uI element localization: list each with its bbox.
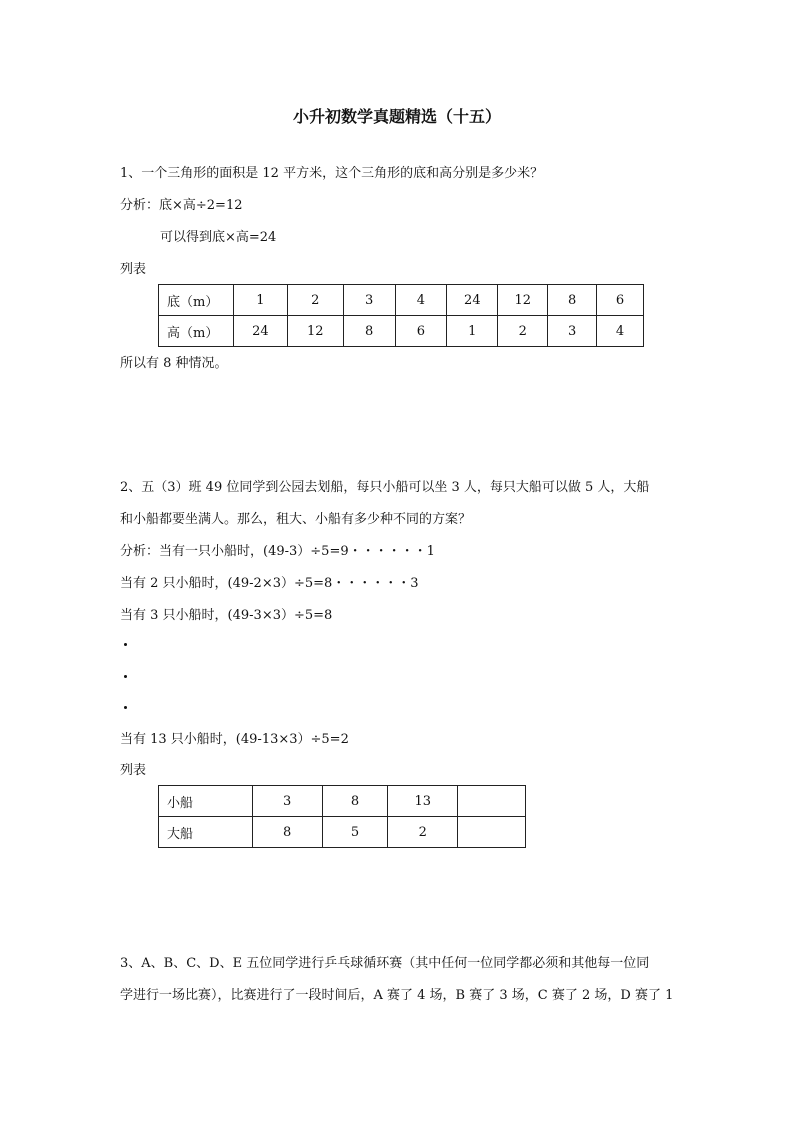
table-cell: 13	[388, 786, 458, 817]
row-header-height: 高（m）	[159, 316, 234, 347]
table-row	[159, 316, 644, 347]
table-cell: 8	[548, 285, 597, 316]
table-cell: 3	[343, 285, 395, 316]
table-cell: 2	[388, 817, 458, 848]
q3-line2: 学进行一场比赛），比赛进行了一段时间后，A 赛了 4 场，B 赛了 3 场，C 赛了 2 场，D 赛了 1	[120, 988, 674, 1003]
q1-question: 1、一个三角形的面积是 12 平方米，这个三角形的底和高分别是多少米？	[120, 166, 544, 181]
table-cell: 5	[322, 817, 388, 848]
q2-analysis-1: 分析：当有一只小船时，(49-3）÷5=9・・・・・・1	[120, 544, 435, 559]
q1-conclusion: 所以有 8 种情况。	[120, 356, 228, 371]
table-cell: 6	[597, 285, 644, 316]
table-cell: 2	[287, 285, 343, 316]
q2-analysis-2: 当有 2 只小船时，(49-2×3）÷5=8・・・・・・3	[120, 576, 419, 591]
table-cell: 6	[395, 316, 447, 347]
row-header-big-boat: 大船	[159, 817, 253, 848]
q1-analysis: 分析：底×高÷2=12	[120, 198, 243, 213]
ellipsis-dot	[124, 643, 127, 646]
table-cell: 2	[498, 316, 548, 347]
q1-list-label: 列表	[120, 262, 147, 277]
table-cell: 8	[322, 786, 388, 817]
q2-question-line2: 和小船都要坐满人。那么，租大、小船有多少种不同的方案？	[120, 512, 472, 527]
table-row	[159, 285, 644, 316]
table-cell: 24	[233, 316, 287, 347]
table-cell: 1	[233, 285, 287, 316]
table-cell: 24	[447, 285, 498, 316]
table-row	[159, 817, 526, 848]
table-cell: 3	[252, 786, 322, 817]
q2-analysis-4: 当有 13 只小船时，(49-13×3）÷5=2	[120, 732, 349, 747]
table-row	[159, 786, 526, 817]
ellipsis-dot	[124, 675, 127, 678]
table-cell: 1	[447, 316, 498, 347]
table-cell: 8	[252, 817, 322, 848]
ellipsis-dot	[124, 706, 127, 709]
q2-table	[158, 785, 526, 848]
q2-question-line1: 2、五（3）班 49 位同学到公园去划船，每只小船可以坐 3 人，每只大船可以做 5 人，大船	[120, 480, 650, 495]
table-cell: 3	[548, 316, 597, 347]
table-cell	[458, 786, 526, 817]
q1-table	[158, 284, 644, 347]
q3-line1: 3、A、B、C、D、E 五位同学进行乒乓球循环赛（其中任何一位同学都必须和其他每一位同	[120, 956, 650, 971]
q1-step: 可以得到底×高=24	[160, 230, 277, 245]
page-title: 小升初数学真题精选（十五）	[292, 107, 501, 126]
row-header-small-boat: 小船	[159, 786, 253, 817]
row-header-base: 底（m）	[159, 285, 234, 316]
table-cell: 12	[287, 316, 343, 347]
table-cell	[458, 817, 526, 848]
table-cell: 4	[597, 316, 644, 347]
table-cell: 4	[395, 285, 447, 316]
q2-list-label: 列表	[120, 763, 147, 778]
table-cell: 8	[343, 316, 395, 347]
q2-analysis-3: 当有 3 只小船时，(49-3×3）÷5=8	[120, 608, 333, 623]
table-cell: 12	[498, 285, 548, 316]
